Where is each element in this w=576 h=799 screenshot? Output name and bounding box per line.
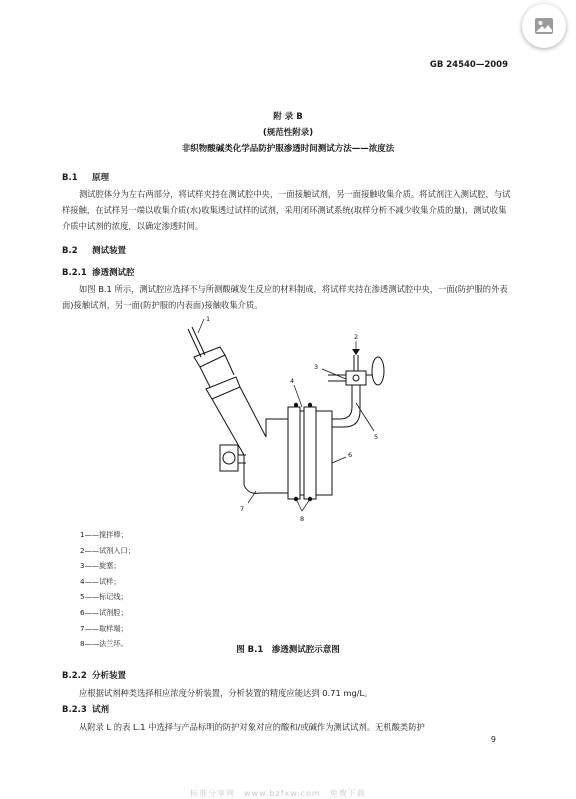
callout-8: 8 — [300, 515, 305, 523]
section-number: B.2.3 — [62, 705, 87, 715]
legend-item: 8——法兰环。 — [80, 639, 128, 649]
section-b1-heading — [62, 171, 109, 183]
sampling-port-opening — [223, 452, 235, 464]
section-b23-heading — [62, 703, 109, 715]
callout-7: 7 — [240, 505, 245, 513]
inlet-arrow-icon — [352, 349, 360, 355]
flange-ring-left — [288, 407, 300, 499]
image-viewer-button[interactable] — [522, 4, 566, 48]
mark-line-leader — [356, 403, 374, 431]
principle-paragraph: 测试腔体分为左右两部分，将试样夹持在测试腔中央，一面接触试剂，另一面接触收集介质。将试剂注入测试腔，与试样接触，在试样另一端以收集介质(水)收集透过试样的试剂，采用闭环测试系统(取样分析不减少收集介质的量)，测试收集介质中试剂的浓度，以确定渗透时间。 — [62, 189, 511, 231]
legend-item: 1——搅拌棒； — [80, 530, 128, 539]
image-icon — [534, 16, 554, 36]
sample — [300, 411, 304, 495]
page-number: 9 — [490, 735, 496, 744]
legend-item: 7——取样端； — [80, 623, 128, 633]
annex-subtitle: 非织物酸碱类化学品防护服渗透时间测试方法——浓度法 — [181, 144, 395, 154]
legend-item: 3——旋塞； — [80, 561, 121, 571]
flange-bolt — [308, 403, 312, 407]
section-title: 原理 — [92, 173, 110, 183]
flange-bolt — [294, 403, 298, 407]
sampling-port-stem — [238, 455, 246, 463]
callout-5: 5 — [374, 433, 379, 441]
legend-item: 5——标记线； — [80, 592, 128, 602]
annex-type: (规范性附录) — [262, 128, 314, 138]
standard-number: GB 24540—2009 — [429, 60, 508, 70]
section-b21-heading — [62, 266, 135, 278]
leader-3 — [322, 369, 346, 379]
section-number: B.2 — [62, 246, 78, 256]
callout-2: 2 — [354, 333, 359, 341]
footer-watermark: 标准分享网 www.bzfxw.com 免费下载 — [190, 789, 366, 798]
section-b22-heading — [62, 669, 126, 681]
section-b2-heading — [62, 244, 126, 256]
upper-neck — [200, 355, 234, 387]
collection-tube — [332, 385, 360, 427]
section-title: 渗透测试腔 — [92, 268, 135, 278]
section-title: 试剂 — [92, 705, 110, 715]
stir-rod — [188, 327, 205, 357]
chamber-paragraph: 如图 B.1 所示，测试腔应选择不与所测酸碱发生反应的材料制成，将试样夹持在渗透测试腔中央，一面(防护服的外表面)接触试剂，另一面(防护服的内表面)接触收集介质。 — [62, 284, 508, 310]
stopcock-body — [346, 371, 366, 385]
neck-collar — [206, 377, 240, 399]
section-number: B.2.2 — [62, 671, 87, 681]
callout-4: 4 — [290, 377, 295, 385]
valve-wheel — [372, 357, 384, 385]
section-number: B.1 — [62, 173, 78, 183]
section-number: B.2.1 — [62, 268, 87, 278]
analysis-paragraph: 应根据试剂种类选择相应浓度分析装置，分析装置的精度应能达到 0.71 mg/L。 — [79, 688, 373, 698]
leader-1 — [198, 319, 204, 333]
annex-title: 附 录 B — [273, 112, 303, 122]
callout-3: 3 — [314, 363, 319, 371]
reagent-paragraph: 从附录 L 的表 L.1 中选择与产品标明的防护对象对应的酸和/或碱作为测试试剂。无机酸类防护 — [79, 722, 425, 732]
flange-bolt — [294, 497, 298, 501]
legend-item: 4——试样； — [80, 576, 121, 586]
legend-item: 2——试剂入口； — [80, 545, 135, 555]
legend-item: 6——试剂腔； — [80, 607, 128, 617]
section-title: 分析装置 — [92, 671, 127, 681]
flange-bolt — [308, 497, 312, 501]
reagent-chamber-body — [244, 419, 288, 493]
figure-legend — [80, 527, 135, 652]
flange-ring-right — [304, 407, 316, 499]
section-title: 测试装置 — [92, 246, 127, 256]
collection-chamber — [316, 411, 332, 495]
leader-6 — [332, 457, 346, 463]
stopcock-core — [353, 375, 359, 381]
figure-caption: 图 B.1 渗透测试腔示意图 — [236, 645, 340, 655]
reagent-inlet-post — [354, 355, 358, 371]
leader-8 — [296, 499, 310, 511]
permeation-cell-diagram — [160, 315, 390, 525]
callout-6: 6 — [348, 451, 353, 459]
stir-funnel — [194, 347, 225, 367]
callout-1: 1 — [206, 315, 211, 323]
